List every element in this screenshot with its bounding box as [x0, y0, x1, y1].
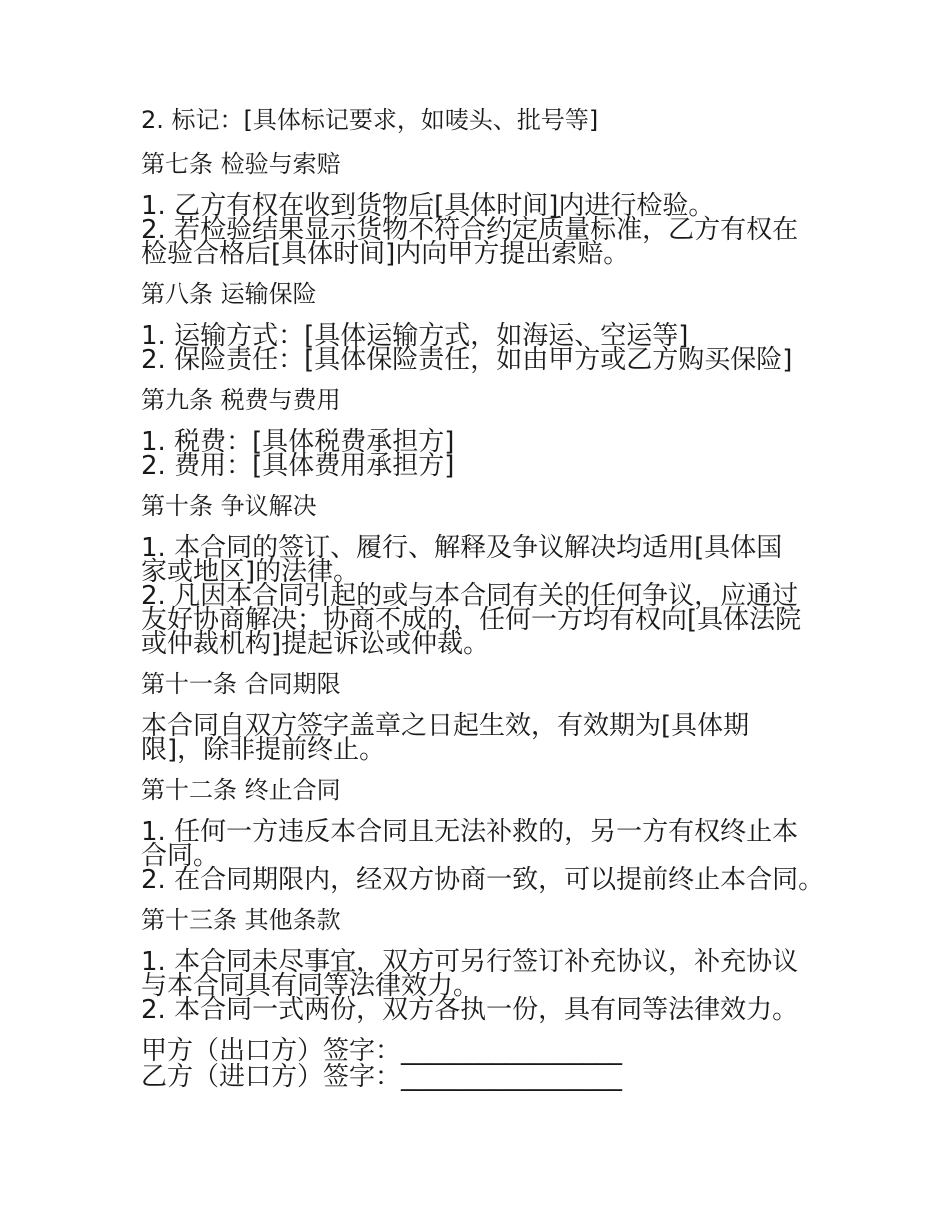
clause-text: 1. 本合同的签订、履行、解释及争议解决均适用[具体国家或地区]的法律。 — [141, 533, 783, 587]
clause-text: 本合同自双方签字盖章之日起生效，有效期为[具体期限]，除非提前终止。 — [141, 711, 750, 765]
article-13 — [141, 904, 806, 1025]
article-heading: 第十三条 其他条款 — [141, 906, 341, 934]
party-a-signature-line: 甲方（出口方）签字：_________________ — [141, 1036, 623, 1066]
clause-text: 1. 任何一方违反本合同且无法补救的，另一方有权终止本合同。 — [141, 817, 799, 871]
clause-text: 1. 税费：[具体税费承担方] — [141, 427, 455, 457]
article-heading: 第十一条 合同期限 — [141, 670, 341, 698]
article-heading: 第九条 税费与费用 — [141, 386, 341, 414]
clause-text: 2. 若检验结果显示货物不符合约定质量标准，乙方有权在检验合格后[具体时间]内向甲方提出索赔。 — [141, 215, 799, 269]
article-12 — [141, 774, 825, 895]
clause-text: 2. 凡因本合同引起的或与本合同有关的任何争议，应通过友好协商解决；协商不成的，任何一方均有权向[具体法院或仲裁机构]提起诉讼或仲裁。 — [141, 581, 802, 659]
article-11 — [141, 668, 806, 765]
marking-clause: 2. 标记：[具体标记要求，如唛头、批号等] — [141, 106, 599, 134]
clause-text: 1. 运输方式：[具体运输方式，如海运、空运等] — [141, 321, 689, 351]
party-b-signature-line: 乙方（进口方）签字：_________________ — [141, 1062, 623, 1092]
article-8 — [141, 278, 806, 375]
article-heading: 第八条 运输保险 — [141, 280, 317, 308]
clause-text: 1. 乙方有权在收到货物后[具体时间]内进行检验。 — [141, 191, 715, 221]
article-10 — [141, 490, 806, 659]
clause-text: 2. 在合同期限内，经双方协商一致，可以提前终止本合同。 — [141, 865, 825, 895]
article-9 — [141, 384, 806, 481]
clause-text: 2. 费用：[具体费用承担方] — [141, 451, 455, 481]
clause-text: 2. 保险责任：[具体保险责任，如由甲方或乙方购买保险] — [141, 345, 793, 375]
article-heading: 第十条 争议解决 — [141, 492, 317, 520]
signature-block — [141, 1038, 806, 1090]
contract-page — [141, 104, 825, 1092]
article-7 — [141, 148, 806, 269]
article-heading: 第七条 检验与索赔 — [141, 150, 341, 178]
clause-text: 1. 本合同未尽事宜，双方可另行签订补充协议，补充协议与本合同具有同等法律效力。 — [141, 947, 799, 1001]
clause-text: 2. 本合同一式两份，双方各执一份，具有同等法律效力。 — [141, 995, 799, 1025]
article-heading: 第十二条 终止合同 — [141, 776, 341, 804]
